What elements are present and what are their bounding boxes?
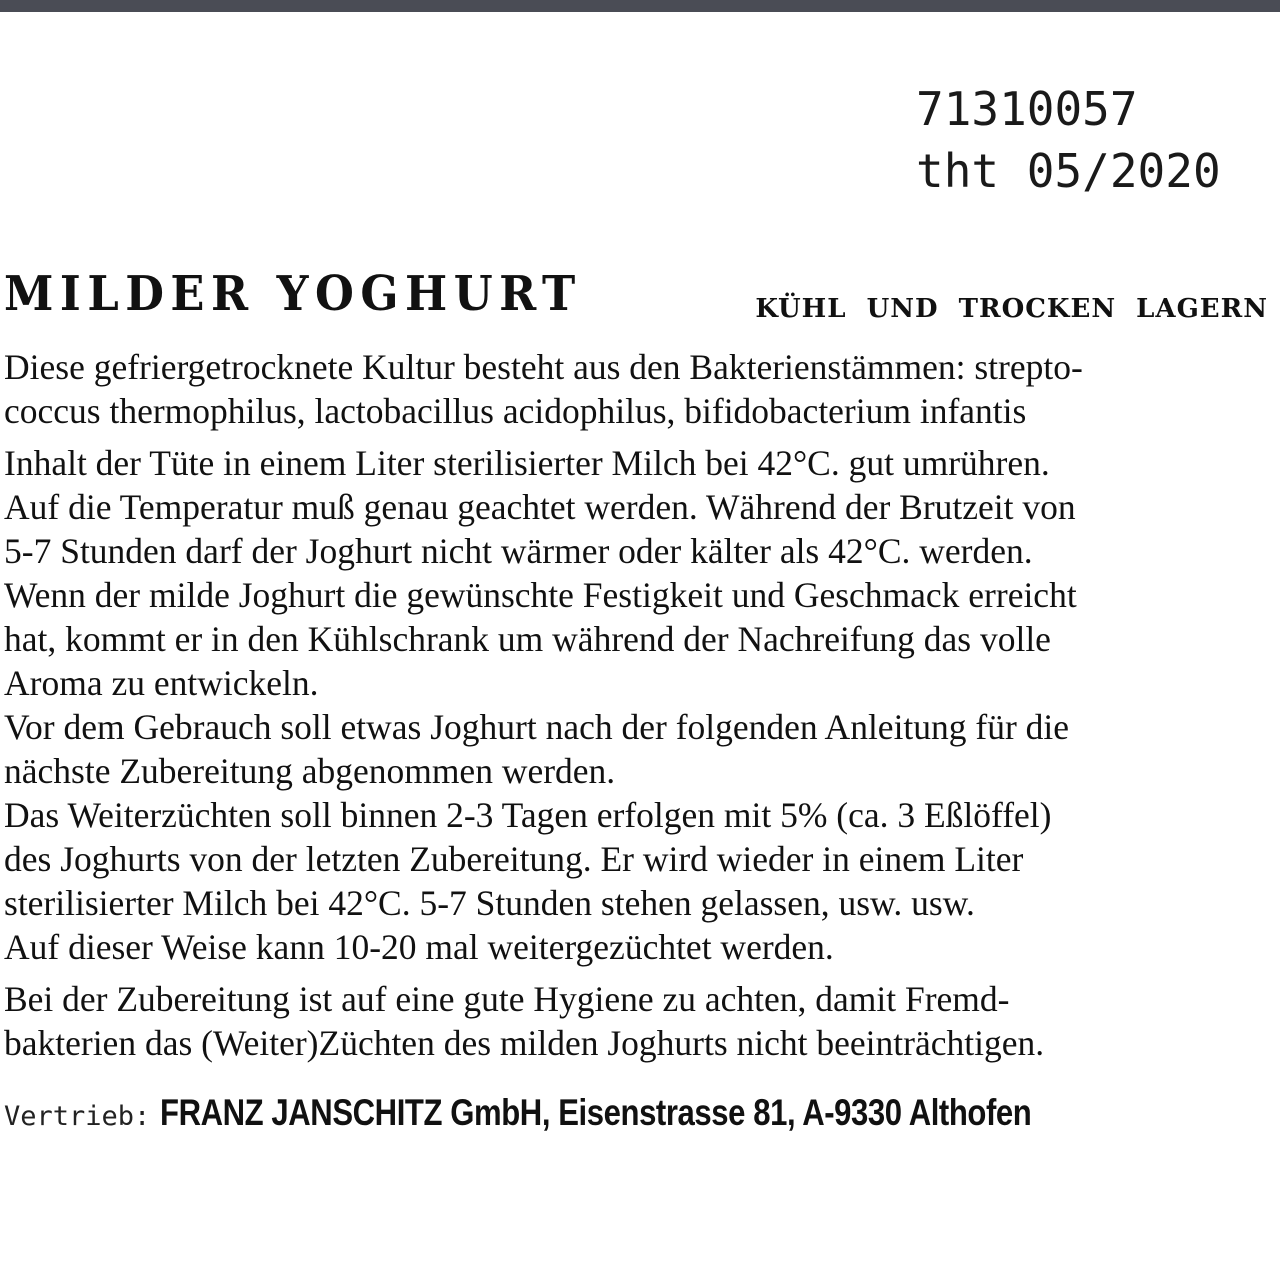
text-line: Auf dieser Weise kann 10-20 mal weitergezüchtet werden. [4, 927, 834, 967]
text-line: nächste Zubereitung abgenommen werden. [4, 751, 616, 791]
paragraph-preparation [4, 441, 1276, 969]
top-border [0, 0, 1280, 12]
text-line: Vor dem Gebrauch soll etwas Joghurt nach der folgenden Anleitung für die [4, 707, 1070, 747]
text-line: coccus thermophilus, lactobacillus acidophilus, bifidobacterium infantis [4, 391, 1027, 431]
distributor-label: Vertrieb: [4, 1101, 151, 1132]
product-title: MILDER YOGHURT [4, 266, 582, 322]
text-line: Aroma zu entwickeln. [4, 663, 319, 703]
distributor-company: FRANZ JANSCHITZ GmbH, Eisenstrasse 81, A-9330 Althofen [160, 1092, 1032, 1133]
text-line: Das Weiterzüchten soll binnen 2-3 Tagen erfolgen mit 5% (ca. 3 Eßlöffel) [4, 795, 1052, 835]
lot-number: 71310057 [916, 82, 1138, 136]
text-line: Diese gefriergetrocknete Kultur besteht aus den Bakterienstämmen: strepto- [4, 347, 1083, 387]
best-before-date: tht 05/2020 [916, 144, 1221, 198]
text-line: Bei der Zubereitung ist auf eine gute Hygiene zu achten, damit Fremd- [4, 979, 1010, 1019]
text-line: bakterien das (Weiter)Züchten des milden Joghurts nicht beeinträchtigen. [4, 1023, 1045, 1063]
text-line: sterilisierter Milch bei 42°C. 5-7 Stunden stehen gelassen, usw. usw. [4, 883, 975, 923]
text-line: Inhalt der Tüte in einem Liter sterilisierter Milch bei 42°C. gut umrühren. [4, 443, 1050, 483]
text-line: Wenn der milde Joghurt die gewünschte Festigkeit und Geschmack erreicht [4, 575, 1077, 615]
text-line: des Joghurts von der letzten Zubereitung. Er wird wieder in einem Liter [4, 839, 1024, 879]
text-line: 5-7 Stunden darf der Joghurt nicht wärmer oder kälter als 42°C. werden. [4, 531, 1033, 571]
batch-code-block [916, 78, 1221, 202]
paragraph-hygiene [4, 977, 1276, 1065]
text-line: Auf die Temperatur muß genau geachtet werden. Während der Brutzeit von [4, 487, 1076, 527]
distributor-footer [4, 1092, 1198, 1134]
instructions-text [4, 345, 1276, 1065]
text-line: hat, kommt er in den Kühlschrank um während der Nachreifung das volle [4, 619, 1051, 659]
paragraph-culture [4, 345, 1276, 433]
storage-note: KÜHL UND TROCKEN LAGERN [755, 294, 1268, 324]
